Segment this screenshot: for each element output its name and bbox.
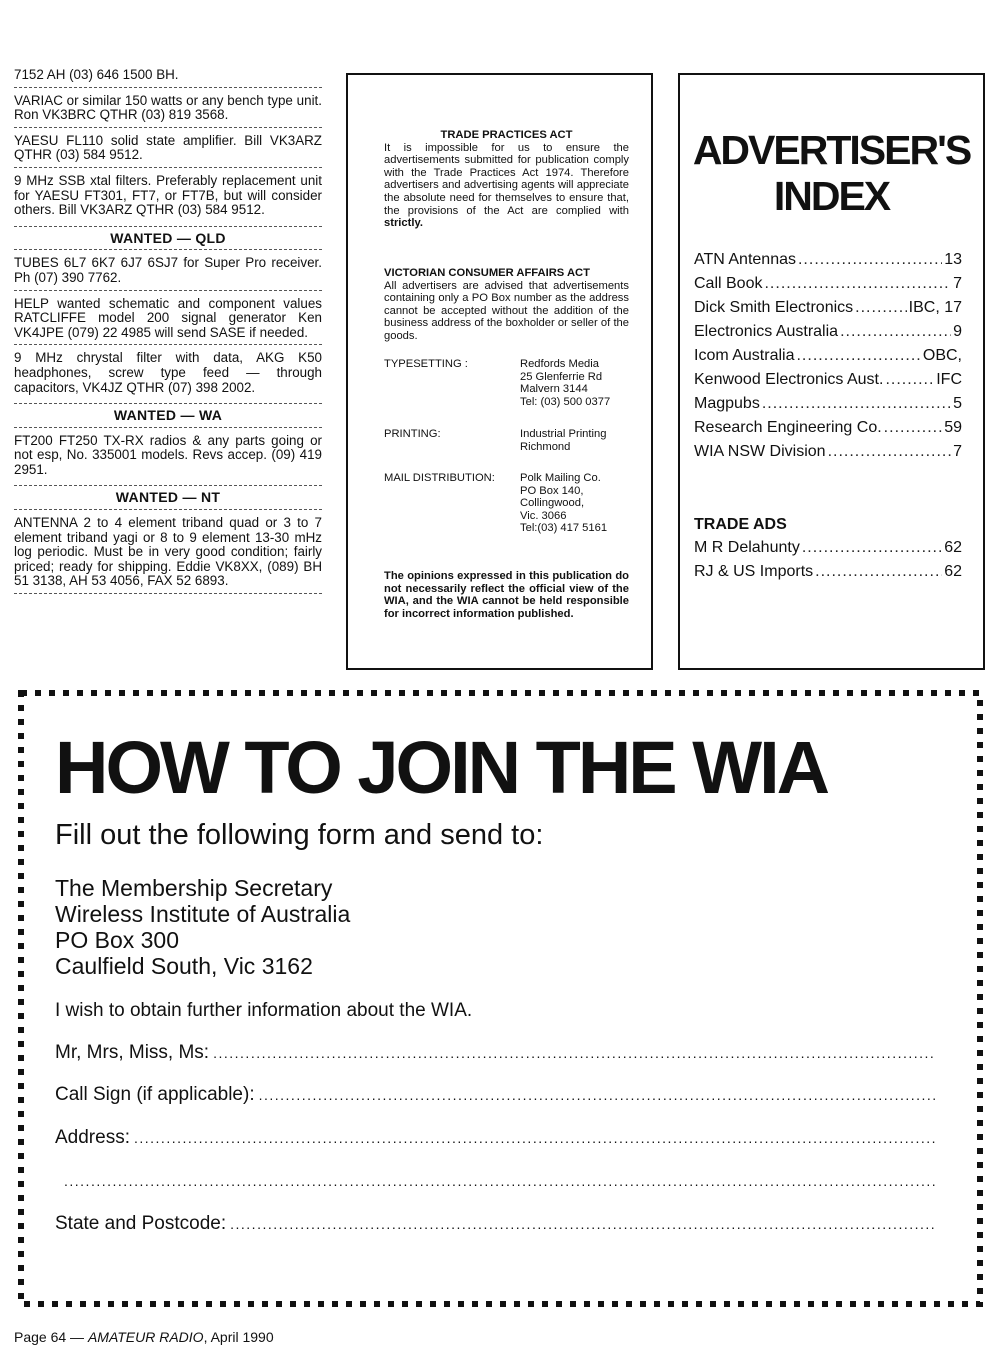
index-entry-page: 59 bbox=[944, 419, 962, 436]
index-entry-name: Magpubs bbox=[694, 395, 760, 412]
trade-entry bbox=[694, 539, 962, 563]
page-footer bbox=[14, 1329, 274, 1345]
leader-dots bbox=[855, 299, 906, 317]
classified-ad: FT200 FT250 TX-RX radios & any parts going or not esp, No. 335001 models. Revs accep. (09) 419 2951. bbox=[14, 432, 322, 477]
mail-line: PO Box 140, bbox=[520, 484, 584, 497]
index-entry-page: IBC, 17 bbox=[908, 299, 962, 316]
printing-line: Industrial Printing bbox=[520, 428, 607, 440]
advertiser-list bbox=[694, 251, 962, 467]
leader-dots bbox=[828, 443, 952, 461]
join-wia-form bbox=[18, 690, 983, 1307]
index-entry bbox=[694, 347, 962, 371]
trade-practices-body: It is impossible for us to ensure the advertisements submitted for publication comply with the Trade Practices Act 1974. Therefore advertisers and advertising agents will appreciate the absolute need for themselves to ensure that, the provisions of the Act are complied with bbox=[384, 141, 629, 217]
index-entry bbox=[694, 443, 962, 467]
trade-entry-name: RJ & US Imports bbox=[694, 563, 814, 580]
leader-dots bbox=[796, 347, 920, 365]
leader-dots bbox=[764, 275, 951, 293]
typesetting-line: Redfords Media bbox=[520, 358, 599, 370]
index-title-line: ADVERTISER'S bbox=[692, 127, 971, 173]
address-field[interactable] bbox=[55, 1127, 935, 1149]
leader-dots bbox=[762, 395, 951, 413]
mail-distribution-credit bbox=[384, 472, 629, 535]
join-instructions: Fill out the following form and send to: bbox=[55, 819, 544, 851]
address-field-line2-dots[interactable] bbox=[64, 1170, 935, 1192]
typesetting-line: Malvern 3144 bbox=[520, 383, 588, 396]
name-field-dots[interactable] bbox=[213, 1042, 935, 1064]
index-entry-page: 5 bbox=[953, 395, 962, 412]
mail-line: Polk Mailing Co. bbox=[520, 472, 601, 484]
address-field-dots[interactable] bbox=[134, 1127, 935, 1149]
consumer-affairs-title: VICTORIAN CONSUMER AFFAIRS ACT bbox=[384, 267, 590, 279]
consumer-affairs-notice bbox=[384, 267, 629, 343]
classified-ad: TUBES 6L7 6K7 6J7 6SJ7 for Super Pro receiver. Ph (07) 390 7762. bbox=[14, 254, 322, 290]
legal-notice-box bbox=[346, 73, 653, 670]
index-entry bbox=[694, 395, 962, 419]
classified-ad: YAESU FL110 solid state amplifier. Bill VK3ARZ QTHR (03) 584 9512. bbox=[14, 132, 322, 168]
address-line: Wireless Institute of Australia bbox=[55, 901, 351, 927]
mail-label: MAIL DISTRIBUTION: bbox=[384, 472, 495, 484]
trade-entry-page: 62 bbox=[944, 563, 962, 580]
callsign-field[interactable] bbox=[55, 1084, 935, 1106]
state-postcode-field-dots[interactable] bbox=[230, 1213, 935, 1235]
typesetting-line: Tel: (03) 500 0377 bbox=[520, 395, 611, 408]
address-line: Caulfield South, Vic 3162 bbox=[55, 953, 313, 979]
index-entry-name: Kenwood Electronics Aust. bbox=[694, 371, 884, 388]
address-line: PO Box 300 bbox=[55, 927, 180, 953]
index-entry-page: 9 bbox=[953, 323, 962, 340]
name-field[interactable] bbox=[55, 1042, 935, 1064]
leader-dots bbox=[798, 251, 942, 269]
trade-practices-strictly: strictly. bbox=[384, 217, 423, 230]
typesetting-credit bbox=[384, 358, 629, 408]
trade-entry-page: 62 bbox=[944, 539, 962, 556]
index-title bbox=[680, 127, 983, 219]
trade-practices-notice bbox=[384, 129, 629, 230]
classified-ad: ANTENNA 2 to 4 element triband quad or 3 to 7 element triband yagi or 8 to 9 element 13-30 mHz log periodic. Must be in very good condition; fairly priced; ready for shipping. Eddie VK8XX, (089) BH 51 3138, AH 53 4056, FAX 52 6893. bbox=[14, 514, 322, 594]
index-entry-name: Icom Australia bbox=[694, 347, 795, 364]
index-entry-page: OBC, bbox=[922, 347, 962, 364]
trade-ads-list bbox=[694, 539, 962, 587]
footer-date: , April 1990 bbox=[203, 1329, 274, 1345]
index-entry-page: 7 bbox=[953, 275, 962, 292]
printing-label: PRINTING: bbox=[384, 428, 441, 440]
index-entry bbox=[694, 275, 962, 299]
disclaimer: The opinions expressed in this publication do not necessarily reflect the official view of the WIA, and the WIA cannot be held responsible for incorrect information published. bbox=[384, 570, 629, 620]
index-entry-name: ATN Antennas bbox=[694, 251, 796, 268]
index-entry-page: 13 bbox=[944, 251, 962, 268]
leader-dots bbox=[802, 539, 942, 557]
classified-ad: 9 MHz chrystal filter with data, AKG K50 headphones, screw type feed — through capacitors, VK4JZ QTHR (07) 398 2002. bbox=[14, 350, 322, 395]
classified-ads-column bbox=[14, 66, 322, 598]
mail-line: Vic. 3066 bbox=[520, 509, 567, 522]
footer-page: Page 64 — bbox=[14, 1329, 88, 1345]
address-field-line2[interactable] bbox=[64, 1170, 935, 1192]
callsign-field-dots[interactable] bbox=[259, 1084, 935, 1106]
trade-ads-heading: TRADE ADS bbox=[694, 516, 787, 533]
typesetting-label: TYPESETTING : bbox=[384, 358, 468, 370]
trade-entry bbox=[694, 563, 962, 587]
index-entry bbox=[694, 299, 962, 323]
leader-dots bbox=[840, 323, 951, 341]
classified-ad: 7152 AH (03) 646 1500 BH. bbox=[14, 66, 322, 88]
index-entry-name: Research Engineering Co. bbox=[694, 419, 882, 436]
index-entry bbox=[694, 371, 962, 395]
address-field-label: Address: bbox=[55, 1127, 130, 1148]
printing-credit bbox=[384, 428, 629, 453]
leader-dots bbox=[885, 371, 934, 389]
section-heading-qld: WANTED — QLD bbox=[14, 226, 322, 251]
index-entry-name: Call Book bbox=[694, 275, 763, 292]
classified-ad: 9 MHz SSB xtal filters. Preferably replacement unit for YAESU FT301, FT7, or FT7B, but will consider others. Bill VK3ARZ QTHR (03) 584 9512. bbox=[14, 172, 322, 218]
state-postcode-field-label: State and Postcode: bbox=[55, 1213, 227, 1234]
trade-entry-name: M R Delahunty bbox=[694, 539, 800, 556]
trade-practices-title: TRADE PRACTICES ACT bbox=[440, 129, 573, 141]
state-postcode-field[interactable] bbox=[55, 1213, 935, 1235]
classified-ad: VARIAC or similar 150 watts or any bench type unit. Ron VK3BRC QTHR (03) 819 3568. bbox=[14, 92, 322, 128]
leader-dots bbox=[815, 563, 942, 581]
join-wish-text: I wish to obtain further information about the WIA. bbox=[55, 1000, 473, 1021]
name-field-label: Mr, Mrs, Miss, Ms: bbox=[55, 1042, 210, 1063]
printing-line: Richmond bbox=[520, 440, 571, 453]
section-heading-wa: WANTED — WA bbox=[14, 403, 322, 428]
join-title: HOW TO JOIN THE WIA bbox=[55, 726, 828, 809]
index-entry-page: IFC bbox=[936, 371, 962, 388]
callsign-field-label: Call Sign (if applicable): bbox=[55, 1084, 255, 1105]
advertiser-index-box bbox=[678, 73, 985, 670]
mailing-address bbox=[55, 875, 350, 979]
leader-dots bbox=[884, 419, 943, 437]
index-entry bbox=[694, 323, 962, 347]
typesetting-line: 25 Glenferrie Rd bbox=[520, 370, 603, 383]
index-entry bbox=[694, 419, 962, 443]
mail-line: Collingwood, bbox=[520, 497, 585, 510]
index-entry-name: Dick Smith Electronics bbox=[694, 299, 854, 316]
index-entry-name: WIA NSW Division bbox=[694, 443, 826, 460]
index-entry-name: Electronics Australia bbox=[694, 323, 839, 340]
classified-ad: HELP wanted schematic and component values RATCLIFFE model 200 signal generator Ken VK4JPE (079) 22 4985 will send SASE if needed. bbox=[14, 295, 322, 346]
consumer-affairs-body: All advertisers are advised that advertisements containing only a PO Box number as the address cannot be accepted without the addition of the business address of the boxholder or seller of the goods. bbox=[384, 279, 629, 342]
index-title-line: INDEX bbox=[773, 173, 890, 219]
address-line: The Membership Secretary bbox=[55, 875, 333, 901]
mail-line: Tel:(03) 417 5161 bbox=[520, 522, 608, 535]
footer-magazine: AMATEUR RADIO bbox=[87, 1329, 204, 1345]
index-entry-page: 7 bbox=[953, 443, 962, 460]
section-heading-nt: WANTED — NT bbox=[14, 485, 322, 510]
index-entry bbox=[694, 251, 962, 275]
